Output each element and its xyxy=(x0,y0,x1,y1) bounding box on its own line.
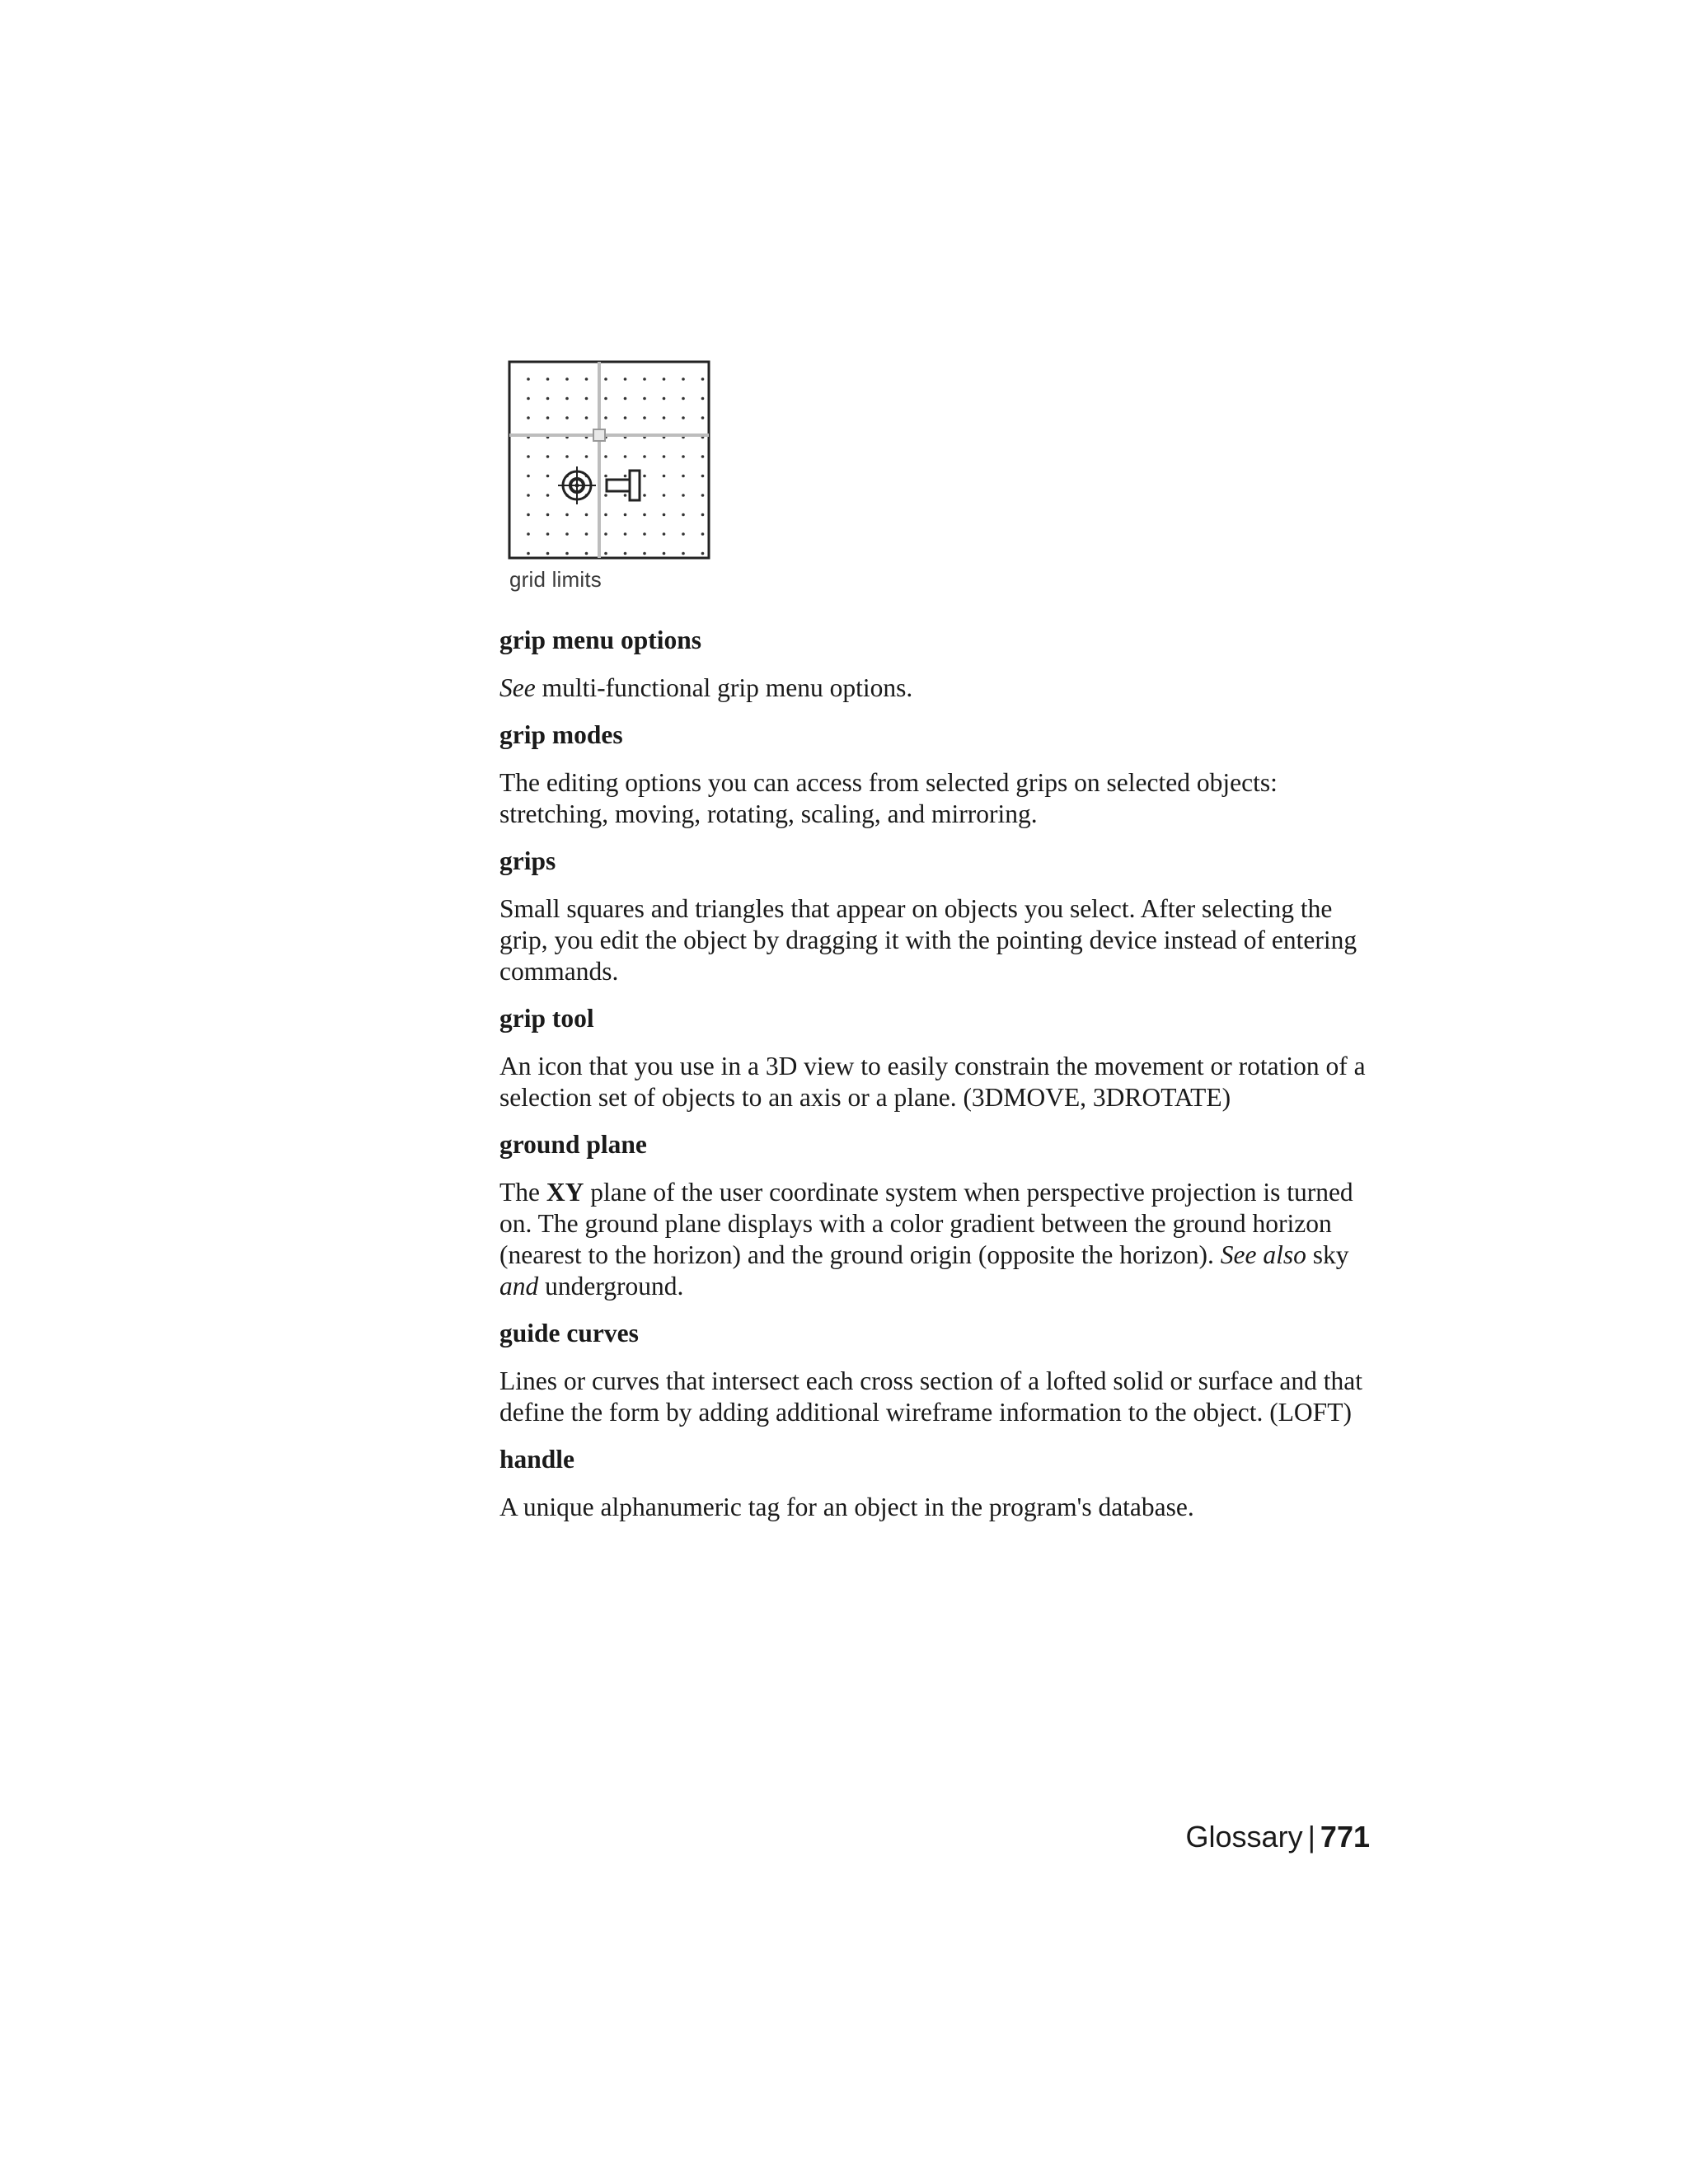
grid-dot xyxy=(663,455,666,458)
grid-dot xyxy=(682,552,685,555)
grid-dot xyxy=(565,416,569,419)
glossary-term: guide curves xyxy=(499,1319,639,1347)
page-number: 771 xyxy=(1320,1820,1370,1854)
grip-square xyxy=(593,429,605,441)
grid-dot xyxy=(624,552,627,555)
grid-dot xyxy=(565,532,569,536)
grid-dot xyxy=(663,377,666,381)
grid-dot xyxy=(643,377,646,381)
grid-dot xyxy=(546,494,550,497)
grid-dot xyxy=(604,475,607,478)
grid-dot xyxy=(624,377,627,381)
definition-text: An icon that you use in a 3D view to easily constrain the movement or rotation of a selection set of objects to an axis or a plane. (3DMOVE, 3DROTATE) xyxy=(499,1052,1366,1112)
grid-dot xyxy=(565,397,569,401)
grid-dot xyxy=(527,455,530,458)
grid-dot xyxy=(546,552,550,555)
grid-dot xyxy=(546,455,550,458)
grid-dot xyxy=(682,377,685,381)
grid-dot xyxy=(585,416,588,419)
grid-dot xyxy=(604,552,607,555)
grid-dot xyxy=(701,475,705,478)
grid-dot xyxy=(643,552,646,555)
grid-dot xyxy=(527,475,530,478)
grid-dot xyxy=(643,475,646,478)
grid-dot xyxy=(527,552,530,555)
grid-dot xyxy=(663,416,666,419)
grid-dot xyxy=(604,494,607,497)
grid-dot xyxy=(701,377,705,381)
grid-dot xyxy=(701,532,705,536)
grid-dot xyxy=(663,475,666,478)
grid-dot xyxy=(546,513,550,517)
grid-dot xyxy=(546,532,550,536)
grid-dot xyxy=(682,397,685,401)
footer-section: Glossary xyxy=(1185,1820,1303,1854)
grid-dot xyxy=(663,494,666,497)
definition-text: Lines or curves that intersect each cross section of a lofted solid or surface and that define the form by adding additional wireframe information to the object. (LOFT) xyxy=(499,1366,1362,1427)
grid-dot xyxy=(546,397,550,401)
grid-dot xyxy=(624,416,627,419)
grid-dot xyxy=(527,377,530,381)
glossary-definition xyxy=(499,767,1381,830)
glossary-term: grip menu options xyxy=(499,626,702,654)
glossary-term: grip tool xyxy=(499,1004,594,1033)
glossary-entry xyxy=(499,719,1381,830)
glossary-term: handle xyxy=(499,1445,575,1474)
definition-text: sky xyxy=(1306,1240,1349,1269)
grid-dot xyxy=(643,532,646,536)
grid-dot xyxy=(585,513,588,517)
glossary-definition xyxy=(499,1492,1381,1523)
grid-limits-figure xyxy=(507,359,713,565)
grid-dot xyxy=(546,475,550,478)
grid-dot xyxy=(643,494,646,497)
grid-dot xyxy=(663,397,666,401)
grid-dot xyxy=(527,494,530,497)
page-footer xyxy=(1186,1820,1370,1854)
grid-dot xyxy=(701,513,705,517)
grid-limits-illustration xyxy=(507,359,713,565)
glossary-entries xyxy=(499,625,1381,1539)
grid-dot xyxy=(604,416,607,419)
definition-text: The xyxy=(499,1178,546,1207)
grid-dot xyxy=(585,532,588,536)
footer-separator: | xyxy=(1307,1820,1315,1854)
grid-dot xyxy=(624,455,627,458)
grid-dot xyxy=(643,455,646,458)
definition-text: The editing options you can access from selected grips on selected objects: stretching, moving, rotating, scaling, and mirroring. xyxy=(499,768,1278,828)
grid-dot xyxy=(604,397,607,401)
grid-dot xyxy=(527,513,530,517)
grid-dot xyxy=(682,475,685,478)
grid-dot xyxy=(624,532,627,536)
glossary-definition xyxy=(499,673,1381,704)
glossary-term: grip modes xyxy=(499,720,623,749)
grid-dot xyxy=(585,397,588,401)
grid-dot xyxy=(604,455,607,458)
glossary-entry xyxy=(499,1444,1381,1523)
glossary-entry xyxy=(499,846,1381,987)
grid-dot xyxy=(643,513,646,517)
grid-dot xyxy=(682,494,685,497)
grid-dot xyxy=(682,532,685,536)
grid-dot xyxy=(565,513,569,517)
grid-dot xyxy=(624,397,627,401)
grid-dot xyxy=(546,377,550,381)
glossary-definition xyxy=(499,1177,1381,1302)
definition-text: plane of the user coordinate system when perspective projection is turned on. The ground plane displays with a color gradient between the ground horizon (nearest to the horizon) and the ground origin (opposite the horizon). xyxy=(499,1178,1353,1269)
grid-dot xyxy=(682,513,685,517)
glossary-definition xyxy=(499,893,1381,987)
grid-dot xyxy=(585,455,588,458)
grid-dot xyxy=(643,416,646,419)
grid-dot xyxy=(585,552,588,555)
grid-dot xyxy=(527,532,530,536)
grid-dot xyxy=(701,494,705,497)
grid-dot xyxy=(643,397,646,401)
definition-text: multi-functional grip menu options. xyxy=(535,673,913,702)
grid-dot xyxy=(565,552,569,555)
grid-dot xyxy=(585,377,588,381)
grid-dot xyxy=(624,513,627,517)
grid-dot xyxy=(663,513,666,517)
grid-dot xyxy=(604,377,607,381)
grid-dot xyxy=(604,532,607,536)
definition-text: underground. xyxy=(538,1272,684,1301)
grid-dot xyxy=(701,416,705,419)
glossary-definition xyxy=(499,1366,1381,1428)
definition-text: Small squares and triangles that appear on objects you select. After selecting the grip, you edit the object by dragging it with the pointing device instead of entering commands. xyxy=(499,894,1357,986)
glossary-entry xyxy=(499,1129,1381,1302)
grid-boundary xyxy=(509,362,709,558)
grid-dot xyxy=(546,416,550,419)
grid-dot xyxy=(701,397,705,401)
grid-dot xyxy=(565,377,569,381)
grid-dot xyxy=(624,494,627,497)
definition-text: See xyxy=(499,673,536,702)
definition-text: See also xyxy=(1220,1240,1306,1269)
grid-dot xyxy=(682,455,685,458)
grid-dot xyxy=(663,552,666,555)
grid-dot xyxy=(663,532,666,536)
grid-dot xyxy=(701,455,705,458)
definition-text: XY xyxy=(546,1178,584,1207)
grid-dot xyxy=(527,397,530,401)
glossary-term: ground plane xyxy=(499,1130,647,1159)
grid-dot xyxy=(604,513,607,517)
glossary-entry xyxy=(499,625,1381,704)
definition-text: and xyxy=(499,1272,539,1301)
grid-dot xyxy=(624,475,627,478)
grid-dot xyxy=(682,416,685,419)
grid-dot xyxy=(527,416,530,419)
glossary-entry xyxy=(499,1003,1381,1113)
glossary-entry xyxy=(499,1318,1381,1428)
grid-dot xyxy=(701,552,705,555)
grid-dot xyxy=(565,455,569,458)
glossary-definition xyxy=(499,1051,1381,1113)
glossary-term: grips xyxy=(499,846,556,875)
figure-caption: grid limits xyxy=(509,567,602,592)
definition-text: A unique alphanumeric tag for an object in the program's database. xyxy=(499,1493,1194,1521)
